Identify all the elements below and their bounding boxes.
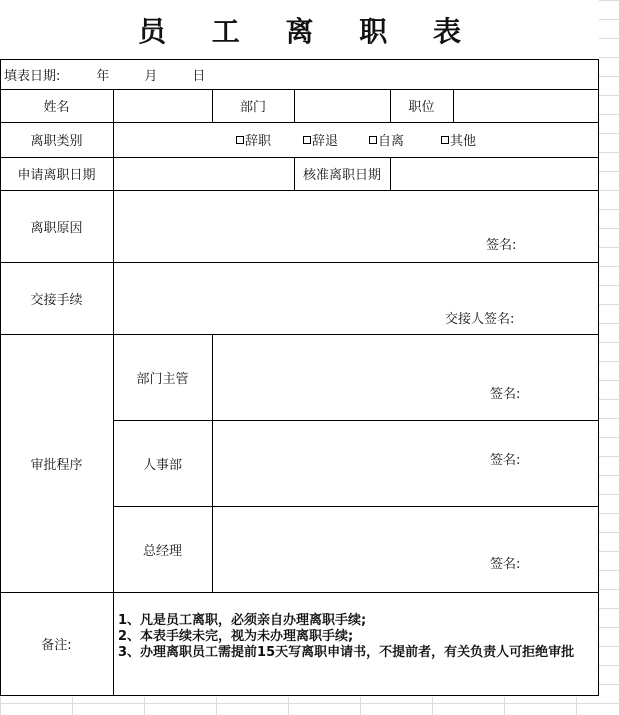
note-item: 1、凡是员工离职，必须亲自办理离职手续; [118, 613, 367, 628]
category-option-label: 辞退 [312, 134, 339, 149]
approver-hr-label: 人事部 [142, 457, 182, 473]
approver-gm-field[interactable] [212, 506, 598, 592]
approver-hr-field[interactable] [212, 420, 598, 506]
dept-field[interactable] [294, 89, 390, 122]
category-option-self-leave[interactable] [369, 122, 404, 157]
approver-dept-manager-label: 部门主管 [136, 371, 189, 387]
approved-date-field[interactable] [390, 157, 598, 190]
category-option-label: 辞职 [245, 134, 272, 149]
approved-date-label: 核准离职日期 [302, 168, 381, 183]
category-option-label: 自离 [378, 134, 405, 149]
category-option-dismissed[interactable] [303, 122, 338, 157]
fill-date-row[interactable] [4, 60, 205, 89]
approver-hr-signature: 签名: [490, 453, 521, 468]
fill-date-label: 填表日期: [4, 69, 61, 84]
dept-label: 部门 [239, 100, 266, 115]
category-option-other[interactable] [441, 122, 476, 157]
approver-dept-manager-field[interactable] [212, 334, 598, 420]
fill-date-year: 年 [96, 69, 110, 84]
apply-date-field[interactable] [113, 157, 294, 190]
approver-dept-manager-signature: 签名: [490, 387, 521, 402]
form-title: 员 工 离 职 表 [138, 15, 479, 48]
reason-field[interactable] [113, 190, 598, 262]
border [598, 59, 599, 696]
reason-signature-label: 签名: [486, 238, 517, 253]
reason-label: 离职原因 [30, 220, 83, 236]
approval-label: 审批程序 [30, 457, 83, 473]
name-label: 姓名 [43, 100, 70, 115]
border [0, 59, 599, 60]
position-field[interactable] [453, 89, 598, 122]
checkbox-icon[interactable] [303, 136, 311, 144]
category-option-resign[interactable] [236, 122, 271, 157]
handover-signature-label: 交接人签名: [445, 312, 515, 327]
apply-date-label: 申请离职日期 [17, 168, 96, 183]
category-option-label: 其他 [450, 134, 477, 149]
name-field[interactable] [113, 89, 212, 122]
note-item: 2、本表手续未完，视为未办理离职手续; [118, 629, 354, 644]
notes-content [118, 613, 596, 661]
fill-date-month: 月 [144, 69, 158, 84]
approver-gm-label: 总经理 [142, 543, 182, 559]
border [0, 695, 599, 696]
note-item: 3、办理离职员工需提前15天写离职申请书，不提前者，有关负责人可拒绝审批 [118, 645, 575, 660]
checkbox-icon[interactable] [369, 136, 377, 144]
checkbox-icon[interactable] [236, 136, 244, 144]
handover-label: 交接手续 [30, 292, 83, 308]
handover-field[interactable] [113, 262, 598, 334]
category-label: 离职类别 [30, 134, 83, 149]
approver-gm-signature: 签名: [490, 557, 521, 572]
position-label: 职位 [408, 100, 435, 115]
checkbox-icon[interactable] [441, 136, 449, 144]
fill-date-day: 日 [192, 69, 206, 84]
notes-label: 备注: [41, 638, 72, 653]
